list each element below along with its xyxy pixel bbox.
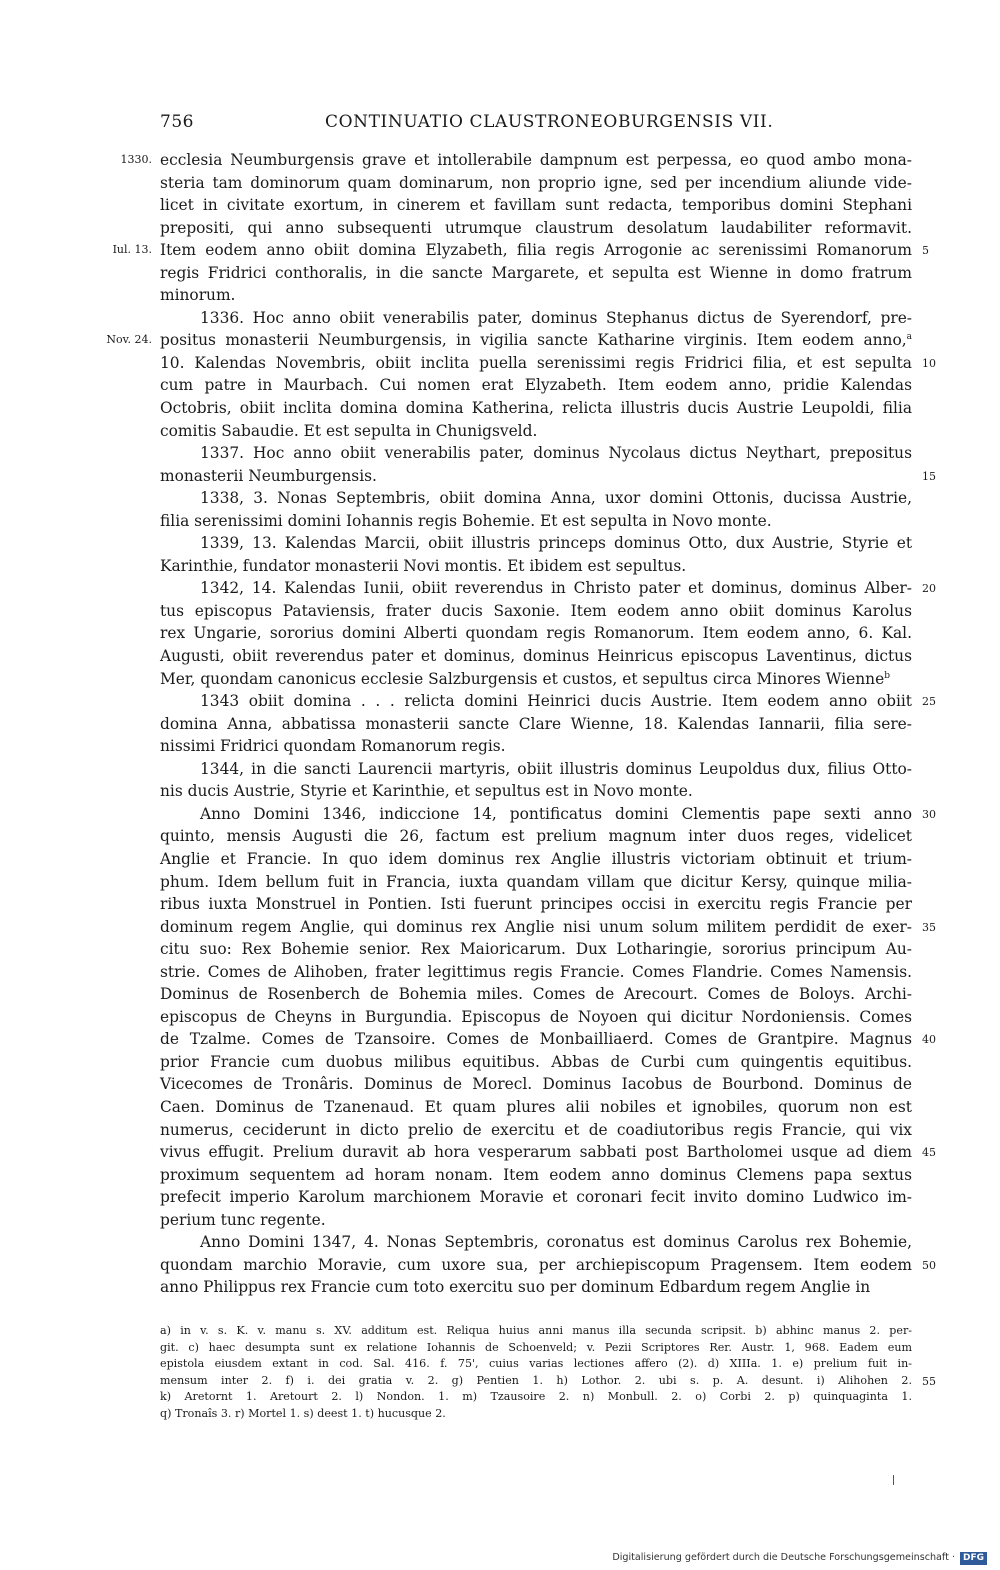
line-number: 45 xyxy=(922,1146,936,1160)
body-line-text: Dominus de Rosenberch de Bohemia miles. Comes de Arecourt. Comes de Boloys. Archi- xyxy=(160,985,912,1004)
body-line xyxy=(160,1073,912,1096)
body-line-text: 1343 obiit domina . . . relicta domini Heinrici ducis Austrie. Item eodem anno obiit xyxy=(200,692,912,711)
body-line xyxy=(160,1186,912,1209)
body-line-text: phum. Idem bellum fuit in Francia, iuxta quandam villam que dicitur Kersy, quinque milia- xyxy=(160,872,912,891)
footnote-line-text: q) Tronaîs 3. r) Mortel 1. s) deest 1. t) hucusque 2. xyxy=(160,1406,446,1420)
body-line-text: Caen. Dominus de Tzanenaud. Et quam plures alii nobiles et ignobiles, quorum non est xyxy=(160,1097,912,1116)
body-line-text: quondam marchio Moravie, cum uxore sua, per archiepiscopum Pragensem. Item eodem xyxy=(160,1255,912,1274)
body-line xyxy=(160,262,912,285)
body-line xyxy=(160,1051,912,1074)
footnotes xyxy=(160,1323,936,1422)
footnote-line xyxy=(160,1323,912,1340)
body-line-text: ribus iuxta Monstruel in Pontien. Isti fuerunt principes occisi in exercitu regis Francie per xyxy=(160,895,912,914)
body-line-text: prepositi, qui anno subsequenti utrumque claustrum desolatum laudabiliter reformavit. xyxy=(160,218,912,237)
body-line-text: quinto, mensis Augusti die 26, factum est prelium magnum inter duos reges, videlicet xyxy=(160,827,912,846)
body-line xyxy=(160,172,912,195)
body-line-text: ecclesia Neumburgensis grave et intollerabile dampnum est perpessa, eo quod ambo mona- xyxy=(160,151,912,169)
body-line xyxy=(160,713,912,736)
footnote-line-text: git. c) haec desumpta sunt ex relatione Iohannis de Schoenveld; v. Pezii Scriptores Rer. Austr. 1, 968. Eadem eum xyxy=(160,1340,912,1354)
body-line xyxy=(160,803,936,826)
body-line-text: positus monasterii Neumburgensis, in vigilia sancte Katharine virginis. Item eodem anno, xyxy=(160,331,907,350)
body-line-text: Anglie et Francie. In quo idem dominus rex Anglie illustris victoriam obtinuit et trium- xyxy=(160,849,912,868)
body-line xyxy=(160,217,912,240)
footnote-line-text: epistola eiusdem extant in cod. Sal. 416. f. 75', cuius varias lectiones affero (2). d) XIIIa. 1. e) prelium fuit in- xyxy=(160,1357,912,1370)
body-line xyxy=(160,532,912,555)
body-line-text: episcopus de Cheyns in Burgundia. Episcopus de Noyoen qui dicitur Nordoniensis. Comes xyxy=(160,1007,912,1026)
body-line xyxy=(160,668,912,691)
footnote-line xyxy=(160,1406,912,1423)
main-text xyxy=(106,149,936,1299)
line-number: 35 xyxy=(922,920,936,934)
line-number: 20 xyxy=(922,582,936,596)
margin-date: 1330. xyxy=(120,153,152,166)
body-line xyxy=(160,893,912,916)
footnote-marker: b xyxy=(884,670,890,681)
body-line-text: 10. Kalendas Novembris, obiit inclita puella serenissimi regis Fridrici filia, et est sepulta xyxy=(160,353,912,372)
body-line xyxy=(106,329,912,352)
body-line-text: perium tunc regente. xyxy=(160,1210,326,1229)
body-line-text: tus episcopus Pataviensis, frater ducis Saxonie. Item eodem anno obiit dominus Karolus xyxy=(160,601,912,620)
body-line-text: Mer, quondam canonicus ecclesie Salzburgensis et custos, et sepultus circa Minores Wienne xyxy=(160,669,885,688)
body-line-text: 1342, 14. Kalendas Iunii, obiit reverendus in Christo pater et dominus, dominus Alber- xyxy=(200,579,912,598)
footnote-line xyxy=(160,1356,912,1373)
body-line xyxy=(160,1028,936,1051)
footnote-line xyxy=(160,1340,912,1357)
body-line-text: filia serenissimi domini Iohannis regis Bohemie. Et est sepulta in Novo monte. xyxy=(160,511,772,530)
body-line-text: vivus effugit. Prelium duravit ab hora vesperarum sabbati post Bartholomei usque ad diem xyxy=(160,1143,912,1162)
body-line xyxy=(160,690,936,713)
digitization-credit xyxy=(607,1552,987,1566)
body-line xyxy=(160,1119,912,1142)
body-line-text: prior Francie cum duobus milibus equitibus. Abbas de Curbi cum quingentis equitibus. xyxy=(160,1052,912,1071)
body-line xyxy=(160,397,912,420)
line-number: 50 xyxy=(922,1258,936,1272)
body-line xyxy=(160,420,912,443)
body-line xyxy=(120,149,912,172)
body-line xyxy=(160,577,936,600)
body-line-text: 1337. Hoc anno obiit venerabilis pater, dominus Nycolaus dictus Neythart, prepositus xyxy=(200,444,912,463)
body-line xyxy=(160,1276,912,1299)
body-line-text: regis Fridrici conthoralis, in die sancte Margarete, et sepulta est Wienne in domo fratrum xyxy=(160,263,912,282)
credit-text: Digitalisierung gefördert durch die Deutsche Forschungsgemeinschaft · xyxy=(612,1552,955,1563)
body-line-text: 1336. Hoc anno obiit venerabilis pater, dominus Stephanus dictus de Syerendorf, pre- xyxy=(200,308,912,327)
body-line xyxy=(160,352,936,375)
running-title: CONTINUATIO CLAUSTRONEOBURGENSIS VII. xyxy=(325,112,774,132)
body-line xyxy=(160,758,912,781)
body-line xyxy=(160,307,912,330)
body-line-text: monasterii Neumburgensis. xyxy=(160,466,377,485)
body-line-text: 1344, in die sancti Laurencii martyris, obiit illustris dominus Leupoldus dux, filius Otto- xyxy=(200,759,912,778)
body-line xyxy=(160,916,936,939)
footnote-line-text: mensum inter 2. f) i. dei gratia v. 2. g) Pentien 1. h) Lothor. 2. ubi s. p. A. desunt. i) Alihohen 2. xyxy=(160,1373,912,1387)
body-line-text: Octobris, obiit inclita domina domina Katherina, relicta illustris ducis Austrie Leupoldi, filia xyxy=(160,399,912,418)
body-line xyxy=(160,825,912,848)
footnote-marker: a xyxy=(906,332,912,343)
body-line xyxy=(160,871,912,894)
body-line xyxy=(160,1141,936,1164)
body-line-text: 1338, 3. Nonas Septembris, obiit domina Anna, uxor domini Ottonis, ducissa Austrie, xyxy=(200,489,912,508)
line-number: 15 xyxy=(922,469,936,483)
body-line xyxy=(160,510,912,533)
body-line xyxy=(160,645,912,668)
body-line-text: Item eodem anno obiit domina Elyzabeth, filia regis Arrogonie ac serenissimi Romanorum xyxy=(160,241,912,260)
body-line-text: minorum. xyxy=(160,286,236,305)
body-line-text: domina Anna, abbatissa monasterii sancte Clare Wienne, 18. Kalendas Iannarii, filia sere- xyxy=(160,714,912,733)
margin-date: Iul. 13. xyxy=(112,243,152,257)
body-line-text: nissimi Fridrici quondam Romanorum regis. xyxy=(160,737,506,756)
footnote-line-text: k) Aretornt 1. Aretourt 2. l) Nondon. 1. m) Tzausoire 2. n) Monbull. 2. o) Corbi 2. p) quinquaginta 1. xyxy=(160,1390,912,1403)
line-number: 40 xyxy=(922,1033,936,1047)
body-line-text: Karinthie, fundator monasterii Novi montis. Et ibidem est sepultus. xyxy=(160,556,687,575)
body-line xyxy=(160,961,912,984)
body-line xyxy=(160,848,912,871)
body-line-text: cum patre in Maurbach. Cui nomen erat Elyzabeth. Item eodem anno, pridie Kalendas xyxy=(160,376,912,395)
body-line-text: Augusti, obiit reverendus pater et dominus, dominus Heinricus episcopus Laventinus, dictus xyxy=(160,647,912,666)
body-line xyxy=(160,465,936,488)
body-line-text: comitis Sabaudie. Et est sepulta in Chunigsveld. xyxy=(160,421,538,440)
footnote-line-text: a) in v. s. K. v. manu s. XV. additum est. Reliqua huius anni manus illa secunda scripsit. b) abhinc manus 2. per- xyxy=(160,1324,912,1337)
body-line-text: numerus, ceciderunt in dicto prelio de exercitu et de coadiutoribus regis Francie, qui vix xyxy=(160,1120,912,1139)
body-line xyxy=(160,487,912,510)
body-line xyxy=(160,983,912,1006)
line-number: 30 xyxy=(922,807,936,821)
body-line xyxy=(160,1254,936,1277)
body-line xyxy=(160,735,912,758)
body-line-text: Vicecomes de Tronâris. Dominus de Morecl. Dominus Iacobus de Bourbond. Dominus de xyxy=(160,1075,912,1094)
body-line xyxy=(160,1209,912,1232)
dfg-logo: DFG xyxy=(960,1552,987,1565)
body-line xyxy=(160,1006,912,1029)
body-line-text: dominum regem Anglie, qui dominus rex Anglie nisi unum solum militem perdidit de exer- xyxy=(160,917,912,936)
body-line xyxy=(160,600,912,623)
line-number: 5 xyxy=(922,244,929,258)
page-number: 756 xyxy=(160,112,194,132)
body-line xyxy=(160,194,912,217)
line-number: 10 xyxy=(922,356,936,370)
body-line-text: de Tzalme. Comes de Tzansoire. Comes de Monbailliaerd. Comes de Grantpire. Magnus xyxy=(160,1030,912,1049)
body-line-text: prefecit imperio Karolum marchionem Moravie et coronari fecit invito domino Ludwico im- xyxy=(160,1188,912,1207)
body-line-text: Anno Domini 1346, indiccione 14, pontificatus domini Clementis pape sexti anno xyxy=(200,804,912,823)
body-line xyxy=(160,1231,912,1254)
body-line-text: nis ducis Austrie, Styrie et Karinthie, et sepultus est in Novo monte. xyxy=(160,782,693,801)
page-header xyxy=(160,112,920,142)
body-line xyxy=(160,555,912,578)
body-line-text: 1339, 13. Kalendas Marcii, obiit illustris princeps dominus Otto, dux Austrie, Styrie et xyxy=(200,534,912,553)
body-line xyxy=(160,442,912,465)
body-line xyxy=(160,1096,912,1119)
body-line-text: Anno Domini 1347, 4. Nonas Septembris, coronatus est dominus Carolus rex Bohemie, xyxy=(200,1233,912,1252)
body-line-text: proximum sequentem ad horam nonam. Item eodem anno dominus Clemens papa sextus xyxy=(160,1165,912,1184)
body-line xyxy=(160,1164,912,1187)
body-line xyxy=(160,284,912,307)
body-line-text: strie. Comes de Alihoben, frater legittimus regis Francie. Comes Flandrie. Comes Namensis. xyxy=(160,962,912,981)
line-number: 55 xyxy=(922,1374,936,1388)
body-line-text: steria tam dominorum quam dominarum, non proprio igne, sed per incendium aliunde vide- xyxy=(160,173,912,192)
body-line xyxy=(160,780,912,803)
body-line-text: licet in civitate exortum, in cinerem et favillam sunt redacta, temporibus domini Stephani xyxy=(160,196,912,215)
footnote-line xyxy=(160,1373,936,1390)
line-number: 25 xyxy=(922,695,936,709)
body-line xyxy=(160,938,912,961)
page-mark xyxy=(893,1475,894,1485)
margin-date: Nov. 24. xyxy=(106,333,152,347)
body-line xyxy=(160,374,912,397)
body-line xyxy=(112,239,929,262)
body-line xyxy=(160,622,912,645)
body-line-text: anno Philippus rex Francie cum toto exercitu suo per dominum Edbardum regem Anglie in xyxy=(160,1278,871,1297)
body-line-text: rex Ungarie, sororius domini Alberti quondam regis Romanorum. Item eodem anno, 6. Kal. xyxy=(160,624,912,643)
body-line-text: citu suo: Rex Bohemie senior. Rex Maioricarum. Dux Lotharingie, sororius principum Au- xyxy=(160,940,912,959)
footnote-line xyxy=(160,1389,912,1406)
